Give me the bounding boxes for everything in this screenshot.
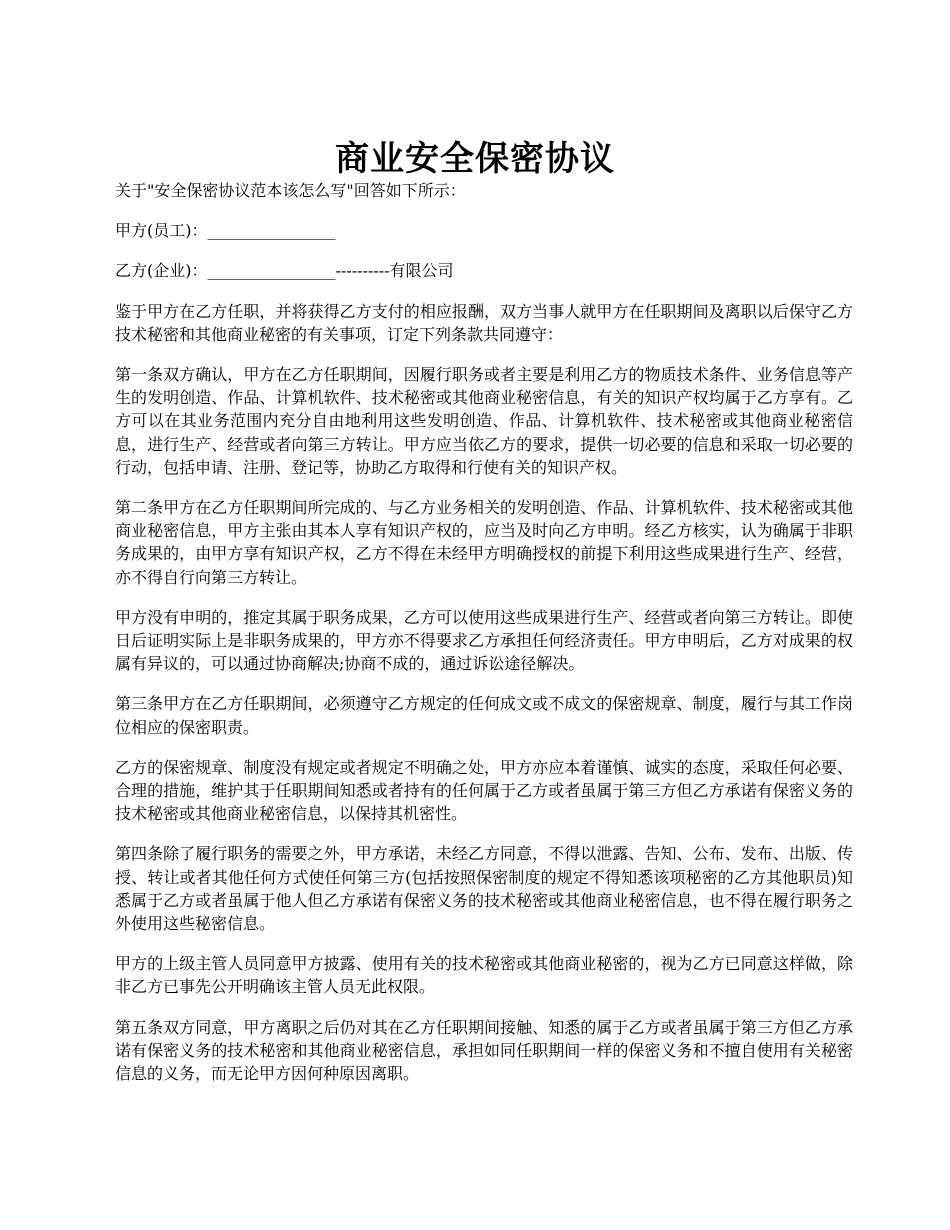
article-3-continuation-paragraph: 乙方的保密规章、制度没有规定或者规定不明确之处，甲方亦应本着谨慎、诚实的态度，采取任何必要、合理的措施，维护其于任职期间知悉或者持有的任何属于乙方或者虽属于第三方但乙方承诺有保密义务的技术秘密或其他商业秘密信息，以保持其机密性。 — [115, 757, 853, 824]
article-2-paragraph: 第二条甲方在乙方任职期间所完成的、与乙方业务相关的发明创造、作品、计算机软件、技术秘密或其他商业秘密信息，甲方主张由其本人享有知识产权的，应当及时向乙方申明。经乙方核实，认为确属于非职务成果的，由甲方享有知识产权，乙方不得在未经甲方明确授权的前提下利用这些成果进行生产、经营，亦不得自行向第三方转让。 — [115, 498, 853, 587]
article-5-paragraph: 第五条双方同意，甲方离职之后仍对其在乙方任职期间接触、知悉的属于乙方或者虽属于第三方但乙方承诺有保密义务的技术秘密和其他商业秘密信息，承担如同任职期间一样的保密义务和不擅自使用有关秘密信息的义务，而无论甲方因何种原因离职。 — [115, 1017, 853, 1084]
preamble-paragraph: 鉴于甲方在乙方任职，并将获得乙方支付的相应报酬，双方当事人就甲方在任职期间及离职以后保守乙方技术秘密和其他商业秘密的有关事项，订定下列条款共同遵守： — [115, 301, 853, 344]
article-2-continuation-paragraph: 甲方没有申明的，推定其属于职务成果，乙方可以使用这些成果进行生产、经营或者向第三方转让。即使日后证明实际上是非职务成果的，甲方亦不得要求乙方承担任何经济责任。甲方申明后，乙方对成果的权属有异议的，可以通过协商解决;协商不成的，通过诉讼途径解决。 — [115, 607, 853, 674]
party-b-line: 乙方(企业)：________________----------有限公司 — [115, 261, 454, 281]
article-3-paragraph: 第三条甲方在乙方任职期间，必须遵守乙方规定的任何成文或不成文的保密规章、制度，履行与其工作岗位相应的保密职责。 — [115, 694, 853, 737]
party-a-line: 甲方(员工)：________________ — [115, 221, 336, 241]
article-1-paragraph: 第一条双方确认，甲方在乙方任职期间，因履行职务或者主要是利用乙方的物质技术条件、业务信息等产生的发明创造、作品、计算机软件、技术秘密或其他商业秘密信息，有关的知识产权均属于乙方享有。乙方可以在其业务范围内充分自由地利用这些发明创造、作品、计算机软件、技术秘密或其他商业秘密信息，进行生产、经营或者向第三方转让。甲方应当依乙方的要求，提供一切必要的信息和采取一切必要的行动，包括申请、注册、登记等，协助乙方取得和行使有关的知识产权。 — [115, 365, 853, 477]
document-title: 商业安全保密协议 — [335, 138, 615, 179]
document-body — [115, 179, 853, 1102]
article-4-paragraph: 第四条除了履行职务的需要之外，甲方承诺，未经乙方同意，不得以泄露、告知、公布、发布、出版、传授、转让或者其他任何方式使任何第三方(包括按照保密制度的规定不得知悉该项秘密的乙方其他职员)知悉属于乙方或者虽属于他人但乙方承诺有保密义务的技术秘密或其他商业秘密信息，也不得在履行职务之外使用这些秘密信息。 — [115, 844, 853, 934]
article-4-continuation-paragraph: 甲方的上级主管人员同意甲方披露、使用有关的技术秘密或其他商业秘密的，视为乙方已同意这样做，除非乙方已事先公开明确该主管人员无此权限。 — [115, 954, 853, 997]
intro-paragraph: 关于"安全保密协议范本该怎么写"回答如下所示： — [115, 181, 466, 200]
